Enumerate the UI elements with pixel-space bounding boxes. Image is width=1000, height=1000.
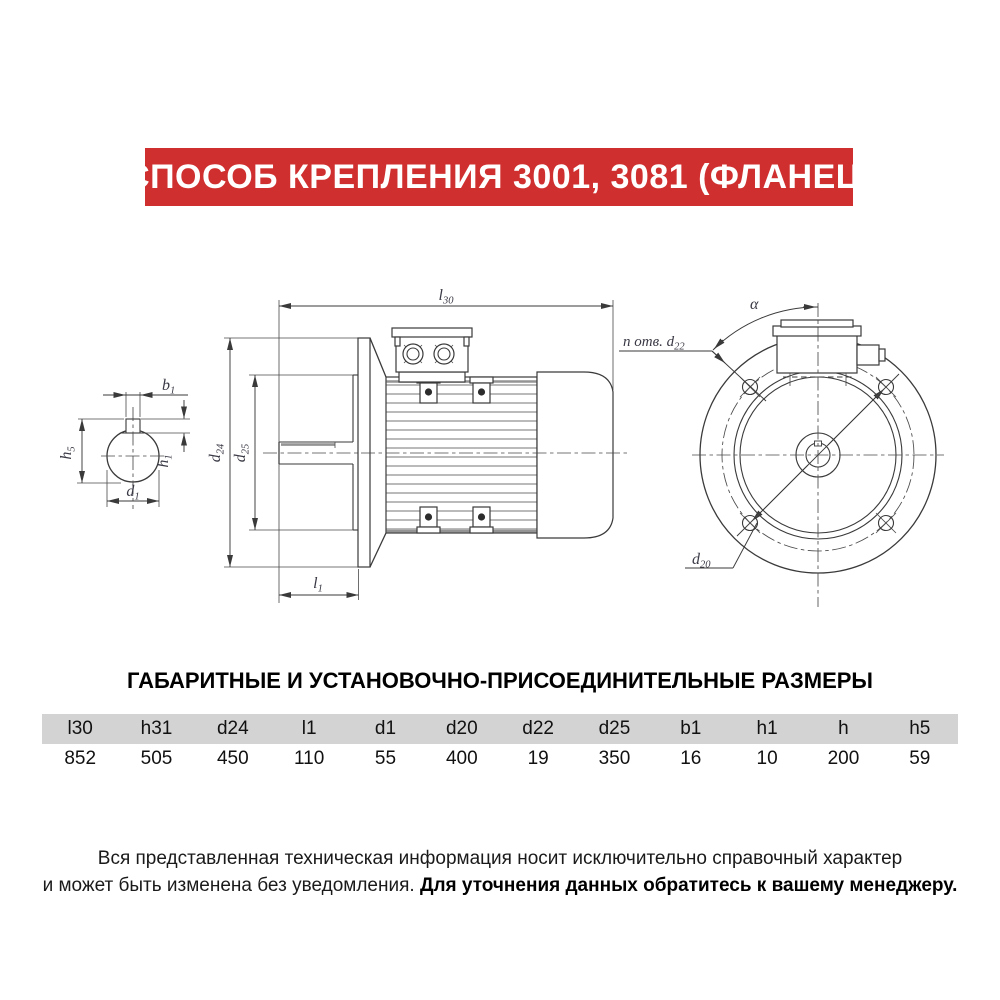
table-value-cell: 852: [64, 748, 97, 769]
dim-label-d20: $d_{20}$: [692, 551, 711, 571]
table-value-cell: 200: [827, 748, 860, 769]
table-header-cell: d25: [598, 718, 631, 739]
table-header-cell: h5: [909, 718, 931, 739]
flange-front-view: [619, 296, 944, 607]
motor-side-view: [207, 287, 630, 603]
table-value-cell: 16: [680, 748, 702, 769]
fan-cover: [537, 372, 613, 538]
title-banner: [125, 148, 873, 206]
dim-label-d1: $d_1$: [126, 483, 140, 503]
table-header-cell: d20: [445, 718, 478, 739]
table-header-cell: h: [838, 718, 849, 739]
dim-label-h5: $h_5$: [58, 446, 78, 460]
cable-gland-left: [403, 344, 423, 364]
table-value-cell: 400: [445, 748, 478, 769]
cable-gland-right: [434, 344, 454, 364]
dim-label-b1: $b_1$: [162, 377, 176, 397]
dim-label-n-holes-d22: n отв. $d_{22}$: [623, 334, 685, 353]
dim-label-d24: $d_{24}$: [207, 443, 227, 463]
banner-text: СПОСОБ КРЕПЛЕНИЯ 3001, 3081 (ФЛАНЕЦ): [125, 157, 873, 196]
dim-label-l30: $l_{30}$: [438, 287, 454, 307]
gland-boss: [857, 345, 879, 365]
table-header-row: [42, 714, 958, 744]
table-value-cell: 55: [374, 748, 397, 769]
table-header-cell: d24: [216, 718, 249, 739]
table-value-cell: 19: [527, 748, 549, 769]
bolt-hole: [876, 377, 896, 397]
table-header-cell: d1: [374, 718, 397, 739]
footer-line2: и может быть изменена без уведомления. Для уточнения данных обратитесь к вашему менеджеру.: [42, 874, 958, 896]
table-value-cell: 110: [294, 748, 325, 769]
table-value-row: [42, 744, 958, 774]
dimensions-table: [42, 714, 958, 774]
table-value-cell: 505: [140, 748, 173, 769]
table-header-cell: d22: [522, 718, 554, 739]
bolt-hole: [876, 513, 896, 533]
table-header-cell: l30: [67, 718, 93, 739]
table-value-cell: 10: [756, 748, 778, 769]
dim-label-alpha: α: [750, 296, 759, 313]
table-value-cell: 59: [909, 748, 931, 769]
table-header-cell: h31: [140, 718, 173, 739]
table-value-cell: 450: [216, 748, 249, 769]
dim-label-h1: $h_1$: [155, 454, 175, 468]
terminal-box-lid: [392, 328, 472, 337]
dim-label-d25: $d_{25}$: [232, 443, 252, 463]
technical-drawing: [0, 260, 1000, 645]
table-value-cell: 350: [598, 748, 631, 769]
shaft-section-view: [58, 377, 190, 509]
dim-label-l1: $l_1$: [313, 575, 323, 595]
terminal-box-base: [399, 372, 465, 382]
table-header-cell: h1: [756, 718, 778, 739]
table-header-cell: b1: [680, 718, 702, 739]
footer-line1: Вся представленная техническая информация носит исключительно справочный характер: [97, 848, 903, 869]
section-title: ГАБАРИТНЫЕ И УСТАНОВОЧНО-ПРИСОЕДИНИТЕЛЬНЫЕ РАЗМЕРЫ: [127, 668, 873, 693]
footer-disclaimer: [0, 846, 1000, 899]
table-header-cell: l1: [301, 718, 317, 739]
